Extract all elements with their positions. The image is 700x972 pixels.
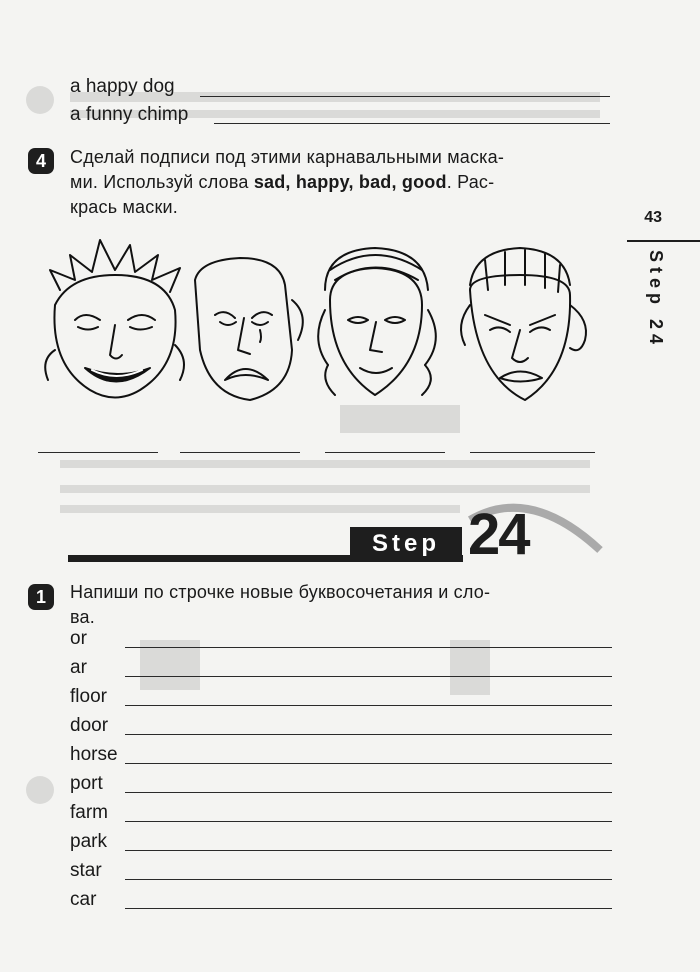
mask-answer-line[interactable]: [325, 452, 445, 453]
task4-instructions: [70, 145, 615, 220]
word-door: door: [70, 715, 109, 736]
side-rule: [627, 240, 700, 242]
word-floor: floor: [70, 686, 107, 707]
writing-line[interactable]: [125, 850, 612, 851]
writing-line[interactable]: [125, 705, 612, 706]
mask-answer-line[interactable]: [470, 452, 595, 453]
answer-line[interactable]: [200, 96, 610, 97]
task4-keywords: sad, happy, bad, good: [253, 172, 447, 192]
task-number-badge: 4: [28, 148, 54, 174]
writing-line[interactable]: [125, 763, 612, 764]
phrase-happy-dog: a happy dog: [70, 76, 175, 97]
task-number-badge: 1: [28, 584, 54, 610]
answer-line[interactable]: [214, 123, 610, 124]
task4-line1: Сделай подписи под этими карнавальными маска-: [70, 147, 505, 167]
task4-line3: крась маски.: [70, 197, 178, 217]
crowned-happy-mask-icon: [45, 240, 184, 398]
angry-mask-icon: [461, 248, 586, 400]
word-farm: farm: [70, 802, 108, 823]
sad-mask-icon: [195, 258, 303, 400]
word-horse: horse: [70, 744, 118, 765]
word-park: park: [70, 831, 107, 852]
phrase-funny-chimp: a funny chimp: [70, 104, 189, 125]
writing-line[interactable]: [125, 879, 612, 880]
mask-answer-line[interactable]: [180, 452, 300, 453]
writing-line[interactable]: [125, 676, 612, 677]
carnival-masks-illustration: [30, 230, 610, 430]
page-number: 43: [644, 209, 662, 226]
side-step-label: Step 24: [646, 250, 666, 350]
word-car: car: [70, 889, 97, 910]
word-ar: ar: [70, 657, 87, 678]
writing-line[interactable]: [125, 908, 612, 909]
mask-answer-line[interactable]: [38, 452, 158, 453]
step-label: Step: [350, 527, 462, 561]
calm-mask-icon: [318, 248, 436, 395]
task1-line1: Напиши по строчке новые буквосочетания и сло-: [70, 582, 491, 602]
word-star: star: [70, 860, 102, 881]
task1-instructions: [70, 580, 615, 630]
writing-line[interactable]: [125, 647, 612, 648]
task1-line2: ва.: [70, 607, 95, 627]
writing-line[interactable]: [125, 734, 612, 735]
word-port: port: [70, 773, 103, 794]
step-number: 24: [468, 502, 529, 567]
writing-line[interactable]: [125, 821, 612, 822]
writing-line[interactable]: [125, 792, 612, 793]
word-or: or: [70, 628, 87, 649]
task4-line2: ми. Используй слова sad, happy, bad, good. Рас-: [70, 172, 495, 192]
